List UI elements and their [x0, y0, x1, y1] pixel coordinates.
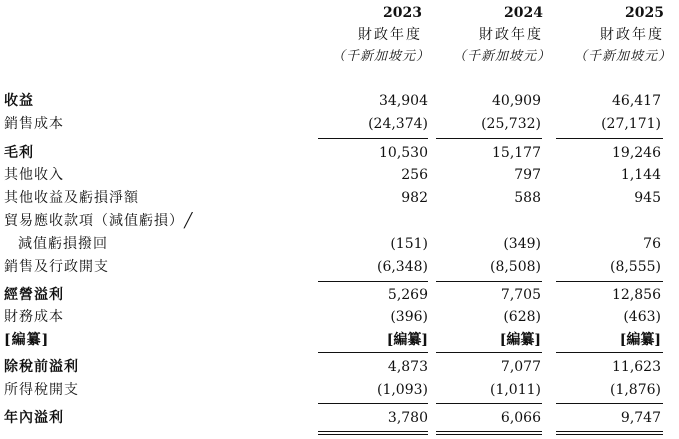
- table-row-gross-profit: [0, 142, 679, 164]
- table-row-profit-before-tax: [0, 356, 679, 378]
- cell-2025: 9,747: [620, 410, 661, 426]
- cell-2024: 6,066: [500, 410, 541, 426]
- year-header-2023: 2023: [383, 5, 422, 21]
- cell-2023: (24,374): [368, 116, 428, 132]
- subtotal-rule-2025: [556, 281, 663, 282]
- row-label: 減值虧損撥回: [18, 236, 108, 252]
- cell-2025: 12,856: [612, 287, 661, 303]
- cell-2024: (628): [503, 309, 541, 325]
- period-header-2023: 財政年度: [358, 27, 422, 43]
- cell-2023: (396): [390, 309, 428, 325]
- subtotal-rule-2025: [556, 403, 663, 404]
- cell-2025: [編纂]: [619, 332, 661, 348]
- cell-2025: (463): [623, 309, 661, 325]
- cell-2023: 982: [401, 190, 428, 206]
- cell-2025: 945: [634, 190, 661, 206]
- table-row-selling-admin-expenses: [0, 256, 679, 278]
- subtotal-rule-2025: [556, 352, 663, 353]
- unit-header-2024: （千新加坡元）: [452, 49, 551, 64]
- row-label: 年內溢利: [4, 410, 64, 426]
- row-label: 貿易應收款項（減值虧損）╱: [4, 213, 194, 229]
- table-row-finance-costs: [0, 306, 679, 328]
- cell-2023: 4,873: [387, 359, 428, 375]
- row-label: 收益: [4, 93, 34, 109]
- table-row-revenue: [0, 90, 679, 112]
- cell-2024: 15,177: [492, 145, 541, 161]
- unit-header-2023: （千新加坡元）: [331, 49, 430, 64]
- table-row-redacted: [0, 329, 679, 351]
- subtotal-rule-2025: [556, 138, 663, 139]
- cell-2023: [編纂]: [386, 332, 428, 348]
- row-label: 其他收益及虧損淨額: [4, 190, 139, 206]
- cell-2023: 3,780: [387, 410, 428, 426]
- subtotal-rule-2024: [436, 138, 542, 139]
- cell-2025: 19,246: [612, 145, 661, 161]
- cell-2025: 11,623: [612, 359, 661, 375]
- row-label: 財務成本: [4, 309, 64, 325]
- row-label: 經營溢利: [4, 287, 64, 303]
- subtotal-rule-2023: [318, 403, 428, 404]
- cell-2023: (151): [390, 236, 428, 252]
- cell-2025: 1,144: [620, 167, 661, 183]
- cell-2025: (27,171): [601, 116, 661, 132]
- table-row-cost-of-sales: [0, 113, 679, 135]
- cell-2023: 10,530: [379, 145, 428, 161]
- row-label: 除稅前溢利: [4, 359, 79, 375]
- table-row-other-gains-losses: [0, 187, 679, 209]
- cell-2024: 7,077: [500, 359, 541, 375]
- total-double-rule-2023: [318, 431, 428, 435]
- subtotal-rule-2024: [436, 352, 542, 353]
- total-double-rule-2025: [556, 431, 663, 435]
- cell-2025: (1,876): [609, 382, 661, 398]
- cell-2024: 588: [514, 190, 541, 206]
- unit-header-2025: （千新加坡元）: [573, 49, 672, 64]
- cell-2023: (1,093): [376, 382, 428, 398]
- subtotal-rule-2023: [318, 138, 428, 139]
- period-header-2024: 財政年度: [479, 27, 543, 43]
- year-header-2025: 2025: [625, 5, 664, 21]
- cell-2024: (1,011): [489, 382, 541, 398]
- row-label: 銷售成本: [4, 116, 64, 132]
- cell-2024: (25,732): [481, 116, 541, 132]
- table-row-impairment-heading: [0, 210, 679, 232]
- table-row-other-income: [0, 164, 679, 186]
- cell-2023: 256: [401, 167, 428, 183]
- table-row-profit-for-year: [0, 407, 679, 429]
- subtotal-rule-2024: [436, 403, 542, 404]
- cell-2024: 7,705: [500, 287, 541, 303]
- row-label: 其他收入: [4, 167, 64, 183]
- cell-2024: [編纂]: [499, 332, 541, 348]
- cell-2024: 40,909: [492, 93, 541, 109]
- cell-2025: 76: [643, 236, 661, 252]
- row-label: 毛利: [4, 145, 34, 161]
- cell-2023: 34,904: [379, 93, 428, 109]
- cell-2023: 5,269: [387, 287, 428, 303]
- table-row-operating-profit: [0, 284, 679, 306]
- cell-2024: (8,508): [489, 259, 541, 275]
- year-header-2024: 2024: [504, 5, 543, 21]
- row-label: 銷售及行政開支: [4, 259, 109, 275]
- cell-2024: 797: [514, 167, 541, 183]
- row-label: 所得稅開支: [4, 382, 79, 398]
- row-label: [編纂]: [4, 332, 50, 348]
- subtotal-rule-2023: [318, 281, 428, 282]
- table-row-impairment-reversal: [0, 233, 679, 255]
- cell-2024: (349): [503, 236, 541, 252]
- table-row-income-tax: [0, 379, 679, 401]
- total-double-rule-2024: [436, 431, 542, 435]
- subtotal-rule-2023: [318, 352, 428, 353]
- period-header-2025: 財政年度: [600, 27, 664, 43]
- cell-2025: 46,417: [612, 93, 661, 109]
- cell-2023: (6,348): [376, 259, 428, 275]
- subtotal-rule-2024: [436, 281, 542, 282]
- cell-2025: (8,555): [609, 259, 661, 275]
